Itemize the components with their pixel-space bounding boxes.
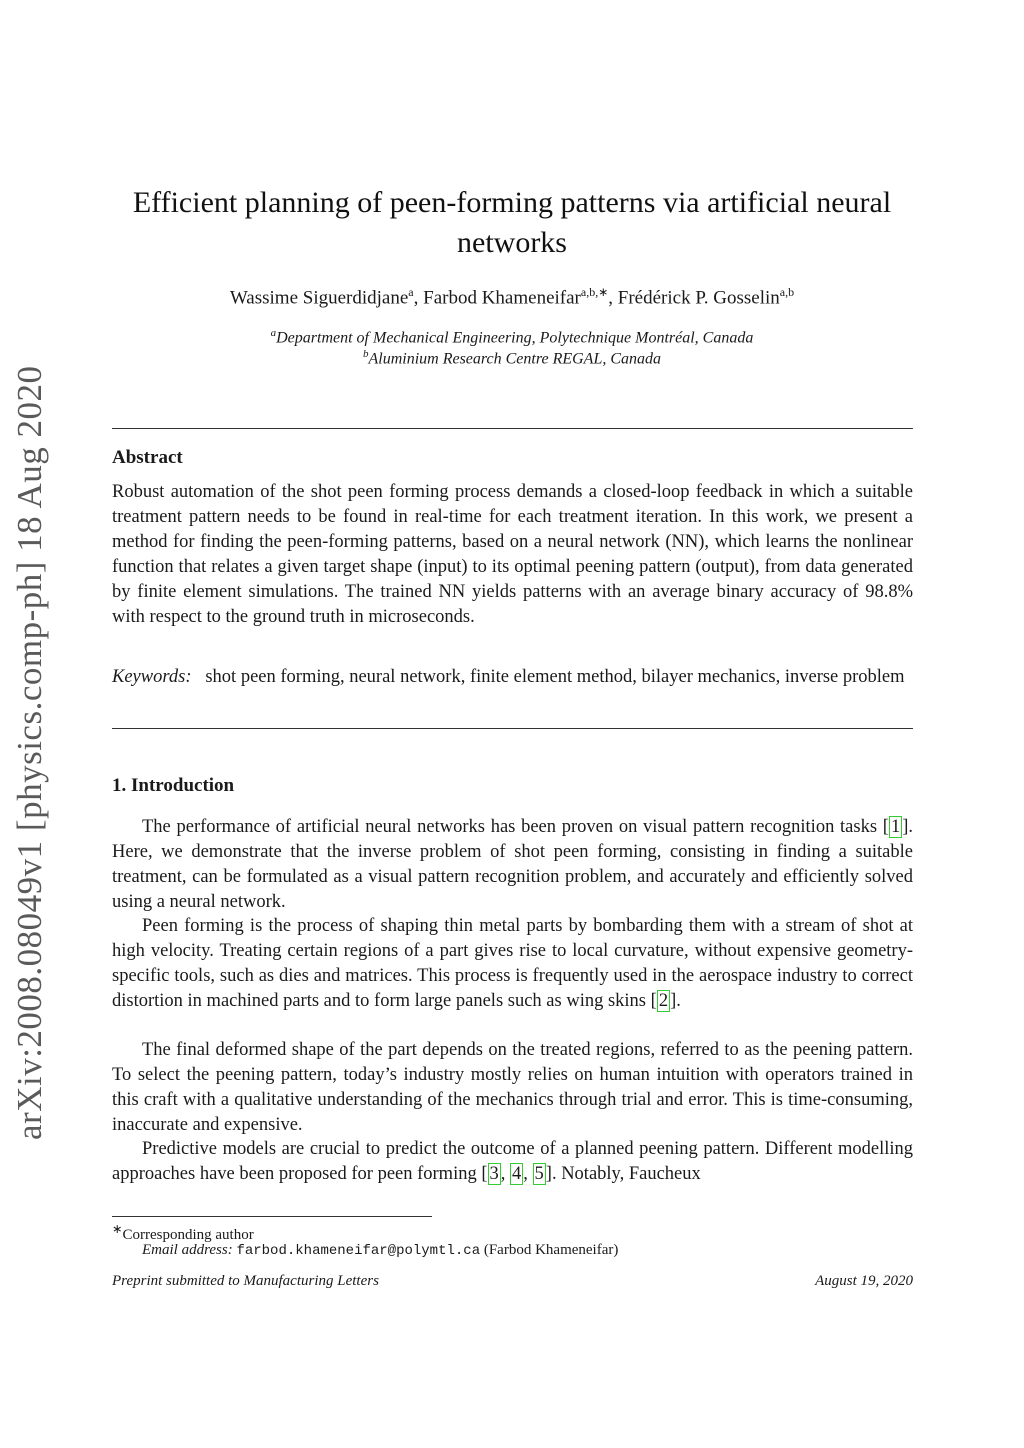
email-owner: (Farbod Khameneifar) [483,1242,619,1258]
paragraph-text: The performance of artificial neural networks has been proven on visual pattern recognition tasks [142,817,883,837]
intro-paragraph-3: The final deformed shape of the part depends on the treated regions, referred to as the peening pattern. To select the peening pattern, today’s industry mostly relies on human intuition with operators trained in this craft with a qualitative understanding of the mechanics through trial and error. This is time-consuming, inaccurate and expensive. [112,1040,913,1135]
author-name: Wassime Siguerdidjane [229,287,409,309]
author-affiliation-mark: a [408,285,414,299]
email-label: Email address: [142,1242,233,1258]
citation-link[interactable]: 1 [890,817,901,837]
abstract-bottom-rule [112,728,913,729]
citation-link[interactable]: 3 [489,1164,499,1184]
section-heading-introduction: 1. Introduction [112,775,235,796]
paragraph-text: Predictive models are crucial to predict the outcome of a planned peening pattern. Different modelling approaches have been proposed for peen forming [112,1139,913,1184]
paragraph-text: . Notably, Faucheux [551,1164,701,1184]
affiliation-text: Department of Mechanical Engineering, Polytechnique Montréal, Canada [276,329,754,347]
footer-date: August 19, 2020 [815,1273,913,1289]
citation-link[interactable]: 4 [512,1164,522,1184]
citation-link[interactable]: 5 [534,1164,544,1184]
abstract-heading: Abstract [112,447,183,468]
footnote-rule [112,1216,432,1217]
footnote-email [112,1242,943,1259]
author-list: Wassime Siguerdidjane$^a$, Farbod Khameneifar$^{a,b,∗}$, Frédérick P. Gosselin$^{a,b}$ [229,285,795,309]
affiliation [112,327,912,347]
keywords-label: Keywords: [112,667,192,687]
intro-paragraph-4: Predictive models are crucial to predict the outcome of a planned peening pattern. Different modelling approaches have been proposed for peen forming [ 3 , 4 , 5 ]. Notably, Faucheux [112,1139,913,1184]
page-footer [112,1273,913,1290]
abstract-top-rule [112,428,913,429]
abstract-text: Robust automation of the shot peen forming process demands a closed-loop feedback in which a suitable treatment pattern needs to be found in real-time for each treatment iteration. In this work, we present a method for finding the peen-forming patterns, based on a neural network (NN), which learns the nonlinear function that relates a given target shape (input) to its optimal peening pattern (output), from data generated by finite element simulations. The trained NN yields patterns with an average binary accuracy of 98.8% with respect to the ground truth in microseconds. [112,482,913,627]
author-affiliation-mark: a,b,∗ [580,285,609,299]
paragraph-text: Peen forming is the process of shaping thin metal parts by bombarding them with a stream of shot at high velocity. Treating certain regions of a part gives rise to local curvature, without expensive geometry-specific tools, such as dies and matrices. This process is frequently used in the aerospace industry to correct distortion in machined parts and to form large panels such as wing skins [112,916,913,1011]
author-affiliation-mark: a,b [779,285,795,299]
paper-title: Efficient planning of peen-forming patterns via artificial neural networks [132,186,892,259]
paragraph-text: . [676,991,681,1011]
intro-paragraph-2: Peen forming is the process of shaping thin metal parts by bombarding them with a stream of shot at high velocity. Treating certain regions of a part gives rise to local curvature, without expensive geometry-specific tools, such as dies and matrices. This process is frequently used in the aerospace industry to correct distortion in machined parts and to form large panels such as wing skins [ 2 ]. [112,916,913,1011]
author-name: Frédérick P. Gosselin [617,287,780,309]
footnote-text: Corresponding author [122,1227,254,1243]
affiliation-text: Aluminium Research Centre REGAL, Canada [368,350,662,368]
keywords [112,665,913,690]
affiliation-mark: a [270,327,277,339]
affiliation [112,348,912,368]
arxiv-sidebar-stamp: arXiv:2008.08049v1 [physics.comp-ph] 18 Aug 2020 [10,365,49,1140]
keywords-list: shot peen forming, neural network, finite element method, bilayer mechanics, inverse problem [205,667,905,687]
email-address[interactable]: farbod.khameneifar@polymtl.ca [236,1243,481,1259]
intro-paragraph-1: The performance of artificial neural networks has been proven on visual pattern recognition tasks [ 1 ]. Here, we demonstrate that the inverse problem of shot peen forming, consisting in finding a suitable treatment, can be formulated as a visual pattern recognition problem, and accurately and efficiently solved using a neural network. [112,817,913,912]
affiliation-mark: b [362,348,369,360]
submission-note: Preprint submitted to Manufacturing Letters [112,1273,379,1289]
citation-link[interactable]: 2 [658,991,669,1011]
paragraph-text: . Here, we demonstrate that the inverse problem of shot peen forming, consisting in finding a suitable treatment, can be formulated as a visual pattern recognition problem, and accurately and efficiently solved using a neural network. [112,817,913,912]
author-name: Farbod Khameneifar [423,287,581,309]
footnote-corresponding: ∗Corresponding author [112,1222,254,1243]
